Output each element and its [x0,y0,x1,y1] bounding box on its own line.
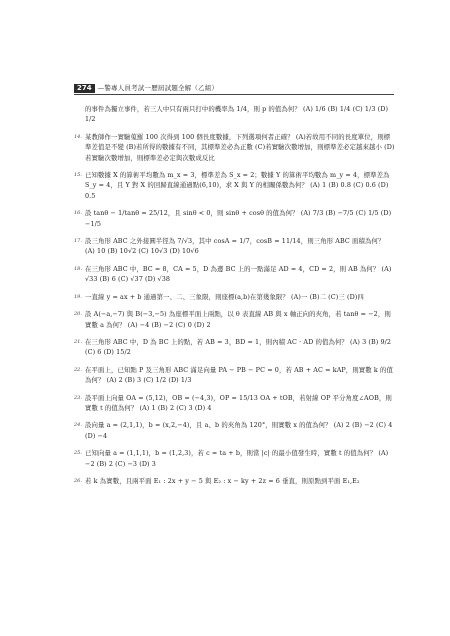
question-number: 22. [74,366,82,373]
question-list [74,104,396,614]
question-item [74,337,396,358]
question-item [74,264,396,285]
question-number: 16. [74,210,82,217]
question-text: 設向量 a = (2,1,1)，b = (x,2,−4)，且 a、b 的夾角為 120°，則實數 x 的值為何？ (A) 2 (B) −2 (C) 4 (D) −4 [85,421,393,440]
question-item [74,292,396,302]
question-number: 17. [74,238,82,245]
question-item [74,420,396,441]
question-number: 14. [74,133,82,140]
question-number: 25. [74,450,82,457]
question-item [74,208,396,229]
question-item [74,132,396,163]
question-item [74,104,396,125]
page-number: 274 [74,84,95,93]
question-text: 已知數據 X 的算術平均數為 m_x = 3，標準差為 S_x = 2；數據 Y 的算術平均數為 m_y = 4，標準差為 S_y = 4，且 Y 對 X 的回歸直線通過點(6,10)，求 X 與 Y 的相關係數為何？ (A) 1 (B) 0.8 (C) 0.6 (D) 0.5 [85,171,390,200]
question-text: 若 k 為實數，且兩平面 E₁ : 2x + y − 5 與 E₂ : x − ky + 2z = 6 垂直，則原點到平面 E₁,E₂ [85,476,360,485]
question-text: 某教師作一實驗蒐羅 100 次得到 100 個長度數據，下列選項何者正確？ (A)若故用不同的長度單位，則標準差值是不變 (B)若所得的數據有不同，其標準差必為正數 (C)若實驗次數增加，則標準差必定越來越小 (D)若實驗次數增加，則標準差必定與次數成反比 [85,132,395,162]
question-item [74,365,396,386]
question-item [74,448,396,469]
question-text: 已知向量 a = (1,1,1)，b = (1,2,3)，若 c = ta + b，則當 |c| 的最小值發生時，實數 t 的值為何？ (A) −2 (B) 2 (C) −3 (D) 3 [85,449,389,468]
question-item [74,393,396,414]
question-item [74,309,396,330]
question-text: 在三角形 ABC 中，BC = 8，CA = 5，D 為邊 BC 上的一點滿足 AD = 4，CD = 2，則 AB 為何？ (A) √33 (B) 6 (C) √37 (D) √38 [85,264,392,284]
question-text: 的事件為獨立事件，若三人中只有兩只打中的機率為 1/4，則 p 的值為何？ (A) 1/6 (B) 1/4 (C) 1/3 (D) 1/2 [85,105,389,124]
question-item [74,476,396,486]
question-number: 21. [74,338,82,345]
question-text: 設三角形 ABC 之外接圓半徑為 7/√3，其中 cosA = 1/7，cosB = 11/14，則三角形 ABC 面積為何？ (A) 10 (B) 10√2 (C) 10√3 (D) 10√6 [85,237,385,256]
question-text: 在平面上，已知點 P 及三角形 ABC 滿足向量 PA − PB − PC = 0，若 AB + AC = kAP，則實數 k 的值為何？ (A) 2 (B) 3 (C) 1/2 (D) 1/3 [85,365,393,385]
question-text: 設 A(−a,−7) 與 B(−3,−5) 為座標平面上兩點，以 θ 表直線 AB 與 x 軸正向的夾角，若 tanθ = −2，則實數 a 為何？ (A) −4 (B) −2 (C) 0 (D) 2 [85,310,391,329]
question-number: 15. [74,172,82,179]
page-header [74,82,394,95]
question-number: 24. [74,422,82,429]
question-number: 26. [74,477,82,484]
question-item [74,170,396,201]
book-title: —警專人員考試一歷屆試題全解（乙組） [97,83,219,92]
question-number: 18. [74,265,82,272]
question-item [74,236,396,257]
question-text: 一直線 y = ax + b 通過第一、二、三象限，則座標(a,b)在第幾象限？ (A)一 (B)二 (C)三 (D)四 [85,292,364,301]
question-number: 20. [74,311,82,318]
question-number: 23. [74,394,82,401]
question-text: 設 tanθ − 1/tanθ = 25/12，且 sinθ < 0，則 sinθ + cosθ 的值為何？ (A) 7/3 (B) −7/5 (C) 1/5 (D) −1/5 [85,209,392,228]
question-text: 設平面上向量 OA = (5,12)，OB = (−4,3)，OP = 15/13 OA + tOB，若射線 OP 平分角度∠AOB，則實數 t 的值為何？ (A) 1 (B) 2 (C) 3 (D) 4 [85,393,392,412]
question-text: 在三角形 ABC 中，D 為 BC 上的點，若 AB = 3，BD = 1，則內積 AC · AD 的值為何？ (A) 3 (B) 9/2 (C) 6 (D) 15/2 [85,337,392,357]
question-number: 19. [74,293,82,300]
